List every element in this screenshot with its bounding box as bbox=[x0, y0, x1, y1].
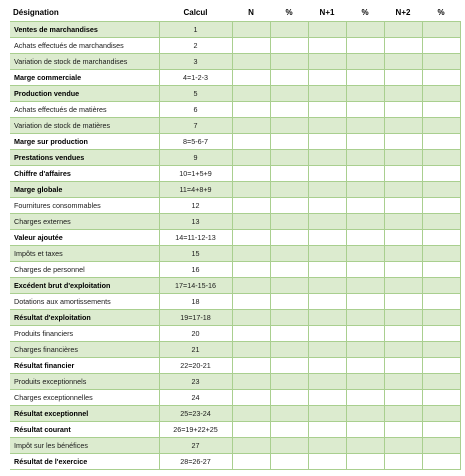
value-cell-pct-n-plus-2[interactable] bbox=[422, 182, 460, 198]
table-row bbox=[10, 342, 460, 358]
table-row bbox=[10, 438, 460, 454]
value-cell-n-plus-1[interactable] bbox=[308, 342, 346, 358]
table-row bbox=[10, 86, 460, 102]
value-cell-pct-n-plus-1[interactable] bbox=[346, 390, 384, 406]
value-cell-n-plus-1[interactable] bbox=[308, 150, 346, 166]
calcul-cell[interactable]: 18 bbox=[159, 294, 232, 310]
value-cell-n-plus-1[interactable] bbox=[308, 262, 346, 278]
value-cell-pct-n-plus-2[interactable] bbox=[422, 294, 460, 310]
designation-cell[interactable]: Variation de stock de marchandises bbox=[10, 54, 159, 70]
calcul-cell[interactable]: 8=5-6-7 bbox=[159, 134, 232, 150]
value-cell-pct-n-plus-1[interactable] bbox=[346, 342, 384, 358]
designation-cell[interactable]: Chiffre d'affaires bbox=[10, 166, 159, 182]
value-cell-pct-n[interactable] bbox=[270, 150, 308, 166]
value-cell-n-plus-1[interactable] bbox=[308, 310, 346, 326]
value-cell-pct-n[interactable] bbox=[270, 22, 308, 38]
value-cell-pct-n-plus-1[interactable] bbox=[346, 454, 384, 470]
value-cell-n[interactable] bbox=[232, 326, 270, 342]
value-cell-pct-n-plus-2[interactable] bbox=[422, 390, 460, 406]
value-cell-n[interactable] bbox=[232, 214, 270, 230]
income-statement-table bbox=[10, 4, 461, 470]
value-cell-n[interactable] bbox=[232, 438, 270, 454]
table-row bbox=[10, 38, 460, 54]
value-cell-pct-n-plus-1[interactable] bbox=[346, 294, 384, 310]
table-row bbox=[10, 70, 460, 86]
calcul-cell[interactable]: 10=1+5+9 bbox=[159, 166, 232, 182]
value-cell-n[interactable] bbox=[232, 422, 270, 438]
calcul-cell[interactable]: 5 bbox=[159, 86, 232, 102]
calcul-cell[interactable]: 13 bbox=[159, 214, 232, 230]
value-cell-pct-n-plus-1[interactable] bbox=[346, 246, 384, 262]
calcul-cell[interactable]: 12 bbox=[159, 198, 232, 214]
value-cell-pct-n-plus-2[interactable] bbox=[422, 422, 460, 438]
table-row bbox=[10, 294, 460, 310]
value-cell-pct-n[interactable] bbox=[270, 374, 308, 390]
value-cell-pct-n-plus-2[interactable] bbox=[422, 278, 460, 294]
designation-cell[interactable]: Production vendue bbox=[10, 86, 159, 102]
value-cell-pct-n-plus-1[interactable] bbox=[346, 406, 384, 422]
value-cell-n-plus-1[interactable] bbox=[308, 134, 346, 150]
value-cell-pct-n-plus-1[interactable] bbox=[346, 134, 384, 150]
value-cell-n[interactable] bbox=[232, 86, 270, 102]
value-cell-n-plus-2[interactable] bbox=[384, 102, 422, 118]
value-cell-pct-n-plus-2[interactable] bbox=[422, 150, 460, 166]
value-cell-pct-n-plus-2[interactable] bbox=[422, 406, 460, 422]
table-row bbox=[10, 230, 460, 246]
value-cell-n-plus-2[interactable] bbox=[384, 358, 422, 374]
designation-cell[interactable]: Achats effectués de marchandises bbox=[10, 38, 159, 54]
value-cell-pct-n-plus-1[interactable] bbox=[346, 422, 384, 438]
table-body bbox=[10, 22, 460, 470]
value-cell-pct-n-plus-2[interactable] bbox=[422, 118, 460, 134]
value-cell-n-plus-1[interactable] bbox=[308, 86, 346, 102]
value-cell-pct-n-plus-2[interactable] bbox=[422, 262, 460, 278]
calcul-cell[interactable]: 14=11-12-13 bbox=[159, 230, 232, 246]
value-cell-n[interactable] bbox=[232, 406, 270, 422]
designation-cell[interactable]: Variation de stock de matières bbox=[10, 118, 159, 134]
value-cell-pct-n-plus-2[interactable] bbox=[422, 342, 460, 358]
designation-cell[interactable]: Résultat exceptionnel bbox=[10, 406, 159, 422]
table-row bbox=[10, 406, 460, 422]
designation-cell[interactable]: Produits financiers bbox=[10, 326, 159, 342]
value-cell-n-plus-2[interactable] bbox=[384, 438, 422, 454]
calcul-cell[interactable]: 27 bbox=[159, 438, 232, 454]
value-cell-pct-n-plus-1[interactable] bbox=[346, 182, 384, 198]
calcul-cell[interactable]: 9 bbox=[159, 150, 232, 166]
value-cell-pct-n[interactable] bbox=[270, 422, 308, 438]
value-cell-pct-n-plus-1[interactable] bbox=[346, 230, 384, 246]
value-cell-pct-n-plus-2[interactable] bbox=[422, 166, 460, 182]
value-cell-n[interactable] bbox=[232, 70, 270, 86]
value-cell-n-plus-1[interactable] bbox=[308, 438, 346, 454]
designation-cell[interactable]: Impôts et taxes bbox=[10, 246, 159, 262]
calcul-cell[interactable]: 7 bbox=[159, 118, 232, 134]
value-cell-pct-n-plus-2[interactable] bbox=[422, 102, 460, 118]
value-cell-pct-n[interactable] bbox=[270, 310, 308, 326]
header-designation: Désignation bbox=[10, 4, 159, 22]
value-cell-pct-n-plus-2[interactable] bbox=[422, 374, 460, 390]
header-row bbox=[10, 4, 460, 22]
value-cell-pct-n-plus-1[interactable] bbox=[346, 22, 384, 38]
header-n: N bbox=[232, 4, 270, 22]
value-cell-n-plus-1[interactable] bbox=[308, 182, 346, 198]
value-cell-pct-n-plus-2[interactable] bbox=[422, 134, 460, 150]
value-cell-n-plus-2[interactable] bbox=[384, 182, 422, 198]
value-cell-n-plus-1[interactable] bbox=[308, 214, 346, 230]
value-cell-pct-n-plus-2[interactable] bbox=[422, 86, 460, 102]
value-cell-pct-n[interactable] bbox=[270, 358, 308, 374]
value-cell-pct-n-plus-1[interactable] bbox=[346, 70, 384, 86]
table-row bbox=[10, 102, 460, 118]
value-cell-pct-n-plus-1[interactable] bbox=[346, 438, 384, 454]
calcul-cell[interactable]: 28=26-27 bbox=[159, 454, 232, 470]
calcul-cell[interactable]: 26=19+22+25 bbox=[159, 422, 232, 438]
value-cell-n-plus-2[interactable] bbox=[384, 86, 422, 102]
header-pct-n-plus-2: % bbox=[422, 4, 460, 22]
header-calcul: Calcul bbox=[159, 4, 232, 22]
value-cell-pct-n-plus-2[interactable] bbox=[422, 438, 460, 454]
value-cell-n[interactable] bbox=[232, 102, 270, 118]
header-pct-n: % bbox=[270, 4, 308, 22]
value-cell-n[interactable] bbox=[232, 118, 270, 134]
table-row bbox=[10, 422, 460, 438]
value-cell-pct-n-plus-1[interactable] bbox=[346, 326, 384, 342]
value-cell-n-plus-1[interactable] bbox=[308, 358, 346, 374]
value-cell-n-plus-1[interactable] bbox=[308, 390, 346, 406]
value-cell-pct-n[interactable] bbox=[270, 294, 308, 310]
designation-cell[interactable]: Prestations vendues bbox=[10, 150, 159, 166]
value-cell-pct-n-plus-2[interactable] bbox=[422, 22, 460, 38]
value-cell-n[interactable] bbox=[232, 38, 270, 54]
value-cell-n-plus-1[interactable] bbox=[308, 454, 346, 470]
designation-cell[interactable]: Résultat de l'exercice bbox=[10, 454, 159, 470]
value-cell-pct-n-plus-2[interactable] bbox=[422, 70, 460, 86]
value-cell-pct-n[interactable] bbox=[270, 246, 308, 262]
value-cell-n-plus-2[interactable] bbox=[384, 166, 422, 182]
value-cell-n[interactable] bbox=[232, 54, 270, 70]
value-cell-pct-n-plus-2[interactable] bbox=[422, 310, 460, 326]
value-cell-pct-n-plus-1[interactable] bbox=[346, 38, 384, 54]
value-cell-n[interactable] bbox=[232, 390, 270, 406]
header-n-plus-2: N+2 bbox=[384, 4, 422, 22]
designation-cell[interactable]: Marge commerciale bbox=[10, 70, 159, 86]
value-cell-pct-n-plus-2[interactable] bbox=[422, 54, 460, 70]
value-cell-pct-n-plus-1[interactable] bbox=[346, 102, 384, 118]
table-row bbox=[10, 262, 460, 278]
value-cell-pct-n[interactable] bbox=[270, 342, 308, 358]
value-cell-n-plus-2[interactable] bbox=[384, 454, 422, 470]
value-cell-pct-n[interactable] bbox=[270, 326, 308, 342]
value-cell-pct-n[interactable] bbox=[270, 198, 308, 214]
value-cell-n-plus-2[interactable] bbox=[384, 134, 422, 150]
value-cell-n[interactable] bbox=[232, 294, 270, 310]
value-cell-n-plus-1[interactable] bbox=[308, 166, 346, 182]
designation-cell[interactable]: Produits exceptionnels bbox=[10, 374, 159, 390]
table-row bbox=[10, 22, 460, 38]
value-cell-n-plus-2[interactable] bbox=[384, 390, 422, 406]
value-cell-n-plus-1[interactable] bbox=[308, 246, 346, 262]
calcul-cell[interactable]: 16 bbox=[159, 262, 232, 278]
value-cell-n-plus-2[interactable] bbox=[384, 326, 422, 342]
designation-cell[interactable]: Charges exceptionnelles bbox=[10, 390, 159, 406]
value-cell-n-plus-1[interactable] bbox=[308, 38, 346, 54]
table-row bbox=[10, 454, 460, 470]
designation-cell[interactable]: Résultat financier bbox=[10, 358, 159, 374]
table-row bbox=[10, 310, 460, 326]
value-cell-n-plus-1[interactable] bbox=[308, 118, 346, 134]
designation-cell[interactable]: Ventes de marchandises bbox=[10, 22, 159, 38]
table-row bbox=[10, 390, 460, 406]
designation-cell[interactable]: Charges de personnel bbox=[10, 262, 159, 278]
value-cell-n-plus-2[interactable] bbox=[384, 230, 422, 246]
value-cell-n-plus-1[interactable] bbox=[308, 422, 346, 438]
header-n-plus-1: N+1 bbox=[308, 4, 346, 22]
value-cell-pct-n-plus-1[interactable] bbox=[346, 374, 384, 390]
value-cell-n-plus-2[interactable] bbox=[384, 38, 422, 54]
value-cell-n-plus-1[interactable] bbox=[308, 230, 346, 246]
value-cell-pct-n-plus-2[interactable] bbox=[422, 326, 460, 342]
value-cell-n-plus-2[interactable] bbox=[384, 374, 422, 390]
value-cell-pct-n-plus-1[interactable] bbox=[346, 358, 384, 374]
value-cell-n-plus-1[interactable] bbox=[308, 198, 346, 214]
value-cell-pct-n-plus-1[interactable] bbox=[346, 150, 384, 166]
value-cell-pct-n[interactable] bbox=[270, 134, 308, 150]
table-row bbox=[10, 214, 460, 230]
value-cell-n-plus-2[interactable] bbox=[384, 54, 422, 70]
value-cell-n[interactable] bbox=[232, 246, 270, 262]
value-cell-pct-n-plus-2[interactable] bbox=[422, 358, 460, 374]
calcul-cell[interactable]: 17=14-15-16 bbox=[159, 278, 232, 294]
value-cell-n[interactable] bbox=[232, 278, 270, 294]
value-cell-pct-n-plus-2[interactable] bbox=[422, 230, 460, 246]
value-cell-pct-n-plus-1[interactable] bbox=[346, 86, 384, 102]
value-cell-n[interactable] bbox=[232, 374, 270, 390]
calcul-cell[interactable]: 22=20-21 bbox=[159, 358, 232, 374]
table-row bbox=[10, 118, 460, 134]
value-cell-n-plus-2[interactable] bbox=[384, 22, 422, 38]
table-row bbox=[10, 374, 460, 390]
designation-cell[interactable]: Résultat courant bbox=[10, 422, 159, 438]
calcul-cell[interactable]: 4=1-2-3 bbox=[159, 70, 232, 86]
value-cell-n-plus-2[interactable] bbox=[384, 406, 422, 422]
value-cell-n-plus-1[interactable] bbox=[308, 374, 346, 390]
value-cell-n[interactable] bbox=[232, 166, 270, 182]
value-cell-n[interactable] bbox=[232, 182, 270, 198]
value-cell-pct-n[interactable] bbox=[270, 118, 308, 134]
value-cell-n-plus-1[interactable] bbox=[308, 326, 346, 342]
value-cell-pct-n-plus-1[interactable] bbox=[346, 54, 384, 70]
value-cell-pct-n-plus-1[interactable] bbox=[346, 262, 384, 278]
table-row bbox=[10, 182, 460, 198]
table-row bbox=[10, 246, 460, 262]
value-cell-pct-n[interactable] bbox=[270, 438, 308, 454]
calcul-cell[interactable]: 1 bbox=[159, 22, 232, 38]
designation-cell[interactable]: Excédent brut d'exploitation bbox=[10, 278, 159, 294]
value-cell-n-plus-1[interactable] bbox=[308, 102, 346, 118]
value-cell-pct-n-plus-2[interactable] bbox=[422, 38, 460, 54]
value-cell-n-plus-2[interactable] bbox=[384, 342, 422, 358]
value-cell-n-plus-1[interactable] bbox=[308, 70, 346, 86]
value-cell-pct-n-plus-1[interactable] bbox=[346, 166, 384, 182]
calcul-cell[interactable]: 2 bbox=[159, 38, 232, 54]
calcul-cell[interactable]: 15 bbox=[159, 246, 232, 262]
calcul-cell[interactable]: 11=4+8+9 bbox=[159, 182, 232, 198]
table-row bbox=[10, 198, 460, 214]
value-cell-n[interactable] bbox=[232, 134, 270, 150]
value-cell-pct-n[interactable] bbox=[270, 278, 308, 294]
designation-cell[interactable]: Charges externes bbox=[10, 214, 159, 230]
table-row bbox=[10, 150, 460, 166]
value-cell-n[interactable] bbox=[232, 150, 270, 166]
value-cell-n[interactable] bbox=[232, 358, 270, 374]
value-cell-pct-n-plus-2[interactable] bbox=[422, 454, 460, 470]
calcul-cell[interactable]: 6 bbox=[159, 102, 232, 118]
value-cell-pct-n[interactable] bbox=[270, 54, 308, 70]
value-cell-pct-n[interactable] bbox=[270, 230, 308, 246]
value-cell-n-plus-2[interactable] bbox=[384, 214, 422, 230]
value-cell-pct-n-plus-1[interactable] bbox=[346, 118, 384, 134]
value-cell-pct-n-plus-1[interactable] bbox=[346, 214, 384, 230]
value-cell-n[interactable] bbox=[232, 342, 270, 358]
calcul-cell[interactable]: 23 bbox=[159, 374, 232, 390]
calcul-cell[interactable]: 20 bbox=[159, 326, 232, 342]
table-row bbox=[10, 326, 460, 342]
value-cell-n-plus-2[interactable] bbox=[384, 118, 422, 134]
designation-cell[interactable]: Marge sur production bbox=[10, 134, 159, 150]
value-cell-n[interactable] bbox=[232, 22, 270, 38]
value-cell-pct-n-plus-2[interactable] bbox=[422, 246, 460, 262]
designation-cell[interactable]: Résultat d'exploitation bbox=[10, 310, 159, 326]
value-cell-pct-n[interactable] bbox=[270, 390, 308, 406]
table-row bbox=[10, 278, 460, 294]
value-cell-n[interactable] bbox=[232, 454, 270, 470]
table-row bbox=[10, 54, 460, 70]
header-pct-n-plus-1: % bbox=[346, 4, 384, 22]
value-cell-n-plus-1[interactable] bbox=[308, 54, 346, 70]
value-cell-n[interactable] bbox=[232, 230, 270, 246]
value-cell-n-plus-2[interactable] bbox=[384, 198, 422, 214]
value-cell-n-plus-1[interactable] bbox=[308, 278, 346, 294]
value-cell-n-plus-2[interactable] bbox=[384, 278, 422, 294]
value-cell-n-plus-1[interactable] bbox=[308, 406, 346, 422]
value-cell-n-plus-2[interactable] bbox=[384, 70, 422, 86]
value-cell-pct-n[interactable] bbox=[270, 86, 308, 102]
value-cell-pct-n-plus-1[interactable] bbox=[346, 198, 384, 214]
table-row bbox=[10, 166, 460, 182]
value-cell-n[interactable] bbox=[232, 198, 270, 214]
value-cell-pct-n-plus-2[interactable] bbox=[422, 214, 460, 230]
designation-cell[interactable]: Charges financières bbox=[10, 342, 159, 358]
value-cell-n-plus-1[interactable] bbox=[308, 22, 346, 38]
calcul-cell[interactable]: 24 bbox=[159, 390, 232, 406]
calcul-cell[interactable]: 25=23-24 bbox=[159, 406, 232, 422]
designation-cell[interactable]: Impôt sur les bénéfices bbox=[10, 438, 159, 454]
value-cell-pct-n-plus-1[interactable] bbox=[346, 278, 384, 294]
calcul-cell[interactable]: 19=17-18 bbox=[159, 310, 232, 326]
value-cell-pct-n[interactable] bbox=[270, 454, 308, 470]
value-cell-n-plus-2[interactable] bbox=[384, 246, 422, 262]
value-cell-pct-n-plus-1[interactable] bbox=[346, 310, 384, 326]
value-cell-n-plus-2[interactable] bbox=[384, 262, 422, 278]
value-cell-n-plus-2[interactable] bbox=[384, 310, 422, 326]
value-cell-n-plus-2[interactable] bbox=[384, 294, 422, 310]
value-cell-pct-n[interactable] bbox=[270, 182, 308, 198]
value-cell-pct-n[interactable] bbox=[270, 102, 308, 118]
designation-cell[interactable]: Marge globale bbox=[10, 182, 159, 198]
value-cell-pct-n[interactable] bbox=[270, 406, 308, 422]
table-row bbox=[10, 358, 460, 374]
designation-cell[interactable]: Achats effectués de matières bbox=[10, 102, 159, 118]
designation-cell[interactable]: Dotations aux amortissements bbox=[10, 294, 159, 310]
value-cell-n[interactable] bbox=[232, 310, 270, 326]
value-cell-pct-n[interactable] bbox=[270, 166, 308, 182]
value-cell-pct-n[interactable] bbox=[270, 70, 308, 86]
value-cell-n[interactable] bbox=[232, 262, 270, 278]
calcul-cell[interactable]: 3 bbox=[159, 54, 232, 70]
calcul-cell[interactable]: 21 bbox=[159, 342, 232, 358]
designation-cell[interactable]: Fournitures consommables bbox=[10, 198, 159, 214]
value-cell-pct-n[interactable] bbox=[270, 38, 308, 54]
value-cell-n-plus-1[interactable] bbox=[308, 294, 346, 310]
value-cell-pct-n-plus-2[interactable] bbox=[422, 198, 460, 214]
designation-cell[interactable]: Valeur ajoutée bbox=[10, 230, 159, 246]
value-cell-pct-n[interactable] bbox=[270, 262, 308, 278]
value-cell-n-plus-2[interactable] bbox=[384, 422, 422, 438]
table-row bbox=[10, 134, 460, 150]
value-cell-pct-n[interactable] bbox=[270, 214, 308, 230]
value-cell-n-plus-2[interactable] bbox=[384, 150, 422, 166]
